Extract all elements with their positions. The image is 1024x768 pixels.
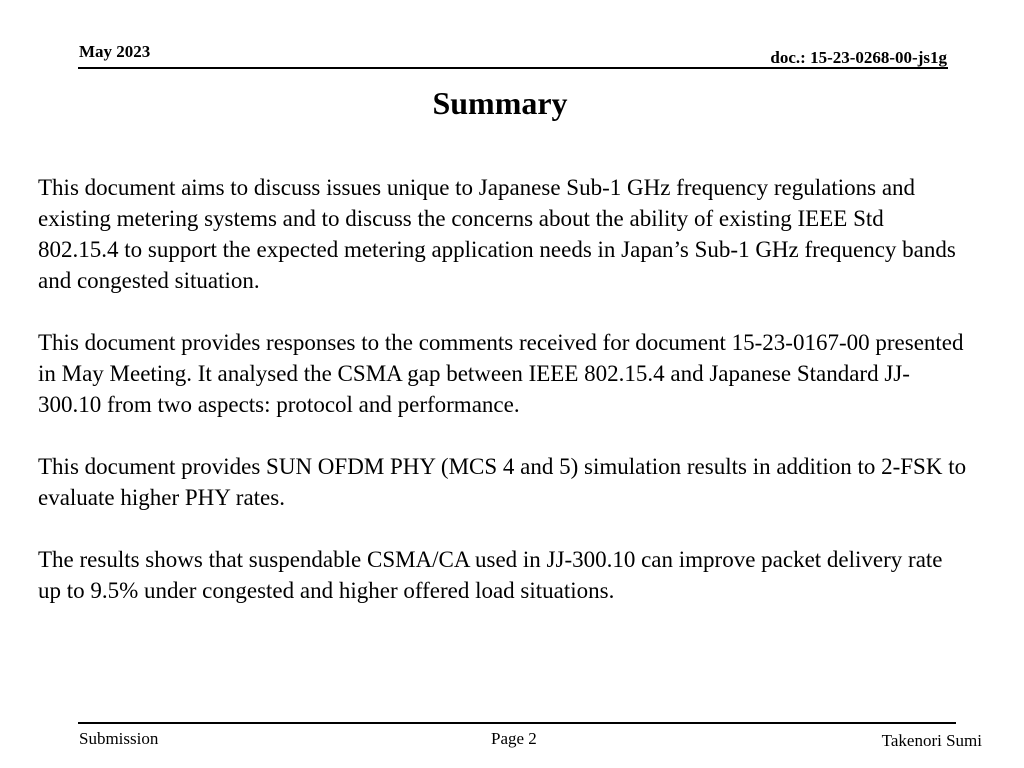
footer-submission: Submission xyxy=(79,729,159,748)
body-paragraph-1: This document aims to discuss issues unique to Japanese Sub-1 GHz frequency regulations and existing metering systems and to discuss the concerns about the ability of existing IEEE Std 802.15.4 to support the expected metering application needs in Japan’s Sub-1 GHz frequency bands and congested situation. xyxy=(38,175,956,293)
header-divider xyxy=(78,67,948,69)
slide-body xyxy=(38,172,968,637)
footer-author: Takenori Sumi xyxy=(881,731,982,750)
header-doc-id: doc.: 15-23-0268-00-js1g xyxy=(770,48,947,67)
body-paragraph-3: This document provides SUN OFDM PHY (MCS 4 and 5) simulation results in addition to 2-FSK to evaluate higher PHY rates. xyxy=(38,454,967,510)
footer-divider xyxy=(78,722,956,724)
footer-page-number: Page 2 xyxy=(491,729,537,748)
header-date: May 2023 xyxy=(79,42,151,61)
body-paragraph-4: The results shows that suspendable CSMA/CA used in JJ-300.10 can improve packet delivery rate up to 9.5% under congested and higher offered load situations. xyxy=(38,547,943,603)
slide-title: Summary xyxy=(432,85,568,121)
body-paragraph-2: This document provides responses to the comments received for document 15-23-0167-00 presented in May Meeting. It analysed the CSMA gap between IEEE 802.15.4 and Japanese Standard JJ-300.10 from two aspects: protocol and performance. xyxy=(38,330,964,417)
